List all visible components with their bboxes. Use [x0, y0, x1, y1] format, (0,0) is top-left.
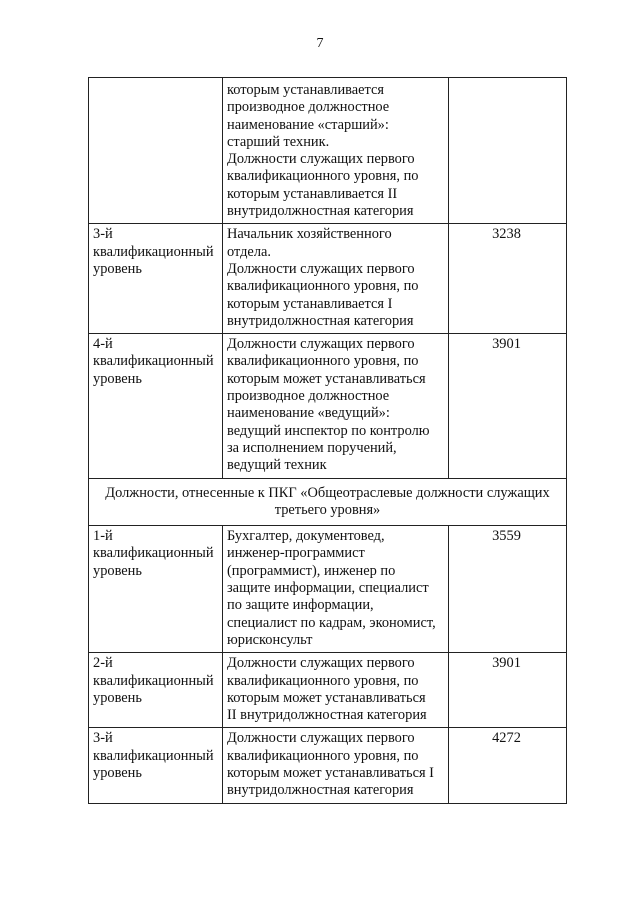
page-number: 7 [316, 36, 324, 51]
salary-table [88, 77, 567, 804]
positions-cell: которым устанавливается производное должностное наименование «старший»: старший техник. Должности служащих первого квалификационного уровня, по которым устанавливается II внутридолжностная категория [223, 78, 449, 224]
group-header-row [89, 478, 567, 526]
table-row [89, 526, 567, 653]
level-cell: 4-й квалификационный уровень [89, 334, 223, 478]
table-row [89, 653, 567, 728]
positions-cell: Начальник хозяйственного отдела. Должности служащих первого квалификационного уровня, по которым устанавливается I внутридолжностная категория [223, 224, 449, 334]
table-row [89, 224, 567, 334]
table-row [89, 78, 567, 224]
salary-cell: 4272 [449, 728, 567, 803]
positions-cell: Должности служащих первого квалификационного уровня, по которым может устанавливаться производное должностное наименование «ведущий»: ведущий инспектор по контролю за исполнением поручений, ведущий техник [223, 334, 449, 478]
positions-cell: Должности служащих первого квалификационного уровня, по которым может устанавливаться I внутридолжностная категория [223, 728, 449, 803]
salary-cell: 3559 [449, 526, 567, 653]
salary-cell: 3901 [449, 334, 567, 478]
table-row [89, 334, 567, 478]
level-cell [89, 78, 223, 224]
salary-cell: 3901 [449, 653, 567, 728]
positions-cell: Должности служащих первого квалификационного уровня, по которым может устанавливаться II внутридолжностная категория [223, 653, 449, 728]
level-cell: 1-й квалификационный уровень [89, 526, 223, 653]
salary-cell [449, 78, 567, 224]
group-header: Должности, отнесенные к ПКГ «Общеотраслевые должности служащих третьего уровня» [89, 478, 567, 526]
level-cell: 2-й квалификационный уровень [89, 653, 223, 728]
salary-cell: 3238 [449, 224, 567, 334]
table-row [89, 728, 567, 803]
level-cell: 3-й квалификационный уровень [89, 224, 223, 334]
positions-cell: Бухгалтер, документовед, инженер-программист (программист), инженер по защите информации, специалист по защите информации, специалист по кадрам, экономист, юрисконсульт [223, 526, 449, 653]
level-cell: 3-й квалификационный уровень [89, 728, 223, 803]
